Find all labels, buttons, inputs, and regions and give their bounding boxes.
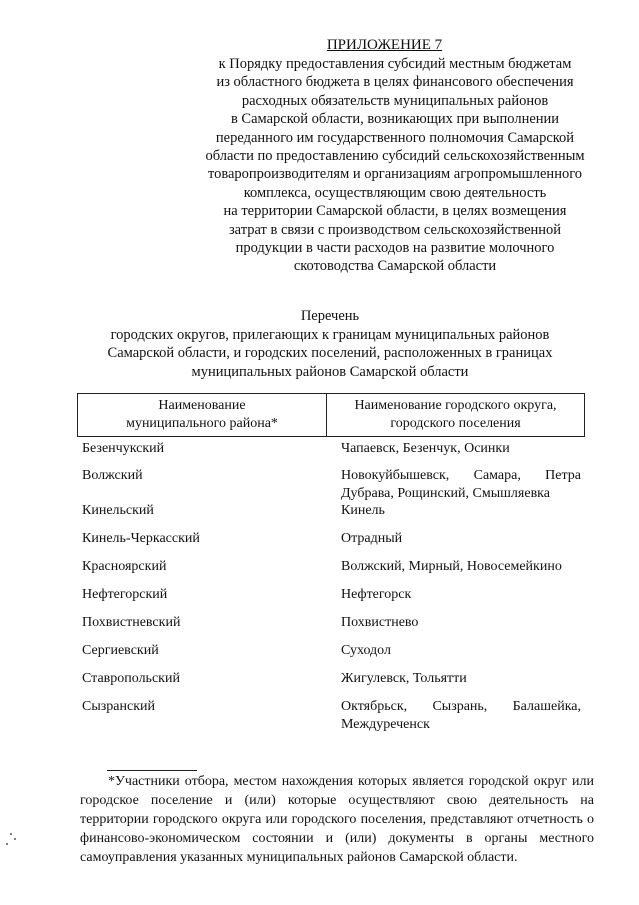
list-heading-line: городских округов, прилегающих к границам муниципальных районов <box>110 326 550 343</box>
cities-list: Волжский, Мирный, Новосемейкино <box>341 559 562 574</box>
cities-list: Отрадный <box>341 531 403 546</box>
cities-list: Чапаевск, Безенчук, Осинки <box>341 441 510 456</box>
header-cities-column <box>327 394 584 436</box>
header-district-column <box>78 394 327 436</box>
appendix-line: расходных обязательств муниципальных районов <box>241 92 549 109</box>
cities-list: Похвистнево <box>341 615 419 630</box>
district-name: Безенчукский <box>82 441 165 456</box>
district-name: Кинель-Черкасский <box>82 531 200 546</box>
appendix-title: ПРИЛОЖЕНИЕ 7 <box>326 37 443 53</box>
list-heading <box>60 307 600 381</box>
district-name: Похвистневский <box>82 615 181 630</box>
district-name: Нефтегорский <box>82 587 168 602</box>
appendix-subtitle <box>180 55 610 276</box>
appendix-line: затрат в связи с производством сельскохозяйственной <box>228 221 562 238</box>
appendix-line: в Самарской области, возникающих при выполнении <box>230 111 560 128</box>
cities-list: Новокуйбышевск, Самара, Петра Дубрава, Рощинский, Смышляевка <box>341 468 581 501</box>
header-cities-line: Наименование городского округа, <box>354 398 557 413</box>
appendix-line: комплекса, осуществляющим свою деятельность <box>243 184 547 201</box>
district-name: Сызранский <box>82 699 155 714</box>
cities-list: Нефтегорск <box>341 587 412 602</box>
district-name: Красноярский <box>82 559 167 574</box>
list-heading-line: Самарской области, и городских поселений, расположенных в границах <box>107 345 553 361</box>
scan-speck <box>14 838 16 840</box>
cities-list: Жигулевск, Тольятти <box>341 671 467 686</box>
cities-list: Суходол <box>341 643 391 658</box>
appendix-line: переданного им государственного полномочия Самарской <box>215 129 575 146</box>
footnote-separator <box>107 770 197 771</box>
appendix-line: из областного бюджета в целях финансового обеспечения <box>216 74 574 91</box>
appendix-line: области по предоставлению субсидий сельскохозяйственным <box>205 148 585 165</box>
appendix-line: продукции в части расходов на развитие молочного <box>235 240 555 257</box>
list-heading-line: муниципальных районов Самарской области <box>191 363 469 380</box>
appendix-line: на территории Самарской области, в целях возмещения <box>223 203 567 220</box>
header-district-line: муниципального района* <box>126 416 278 431</box>
cities-list: Кинель <box>341 503 385 518</box>
district-name: Сергиевский <box>82 643 159 658</box>
district-name: Кинельский <box>82 503 154 518</box>
list-heading-title: Перечень <box>300 308 360 324</box>
scan-speck <box>10 833 12 835</box>
appendix-line: скотоводства Самарской области <box>293 258 497 275</box>
scan-speck <box>6 843 8 845</box>
table-header <box>77 393 585 437</box>
appendix-line: к Порядку предоставления субсидий местным бюджетам <box>218 56 572 72</box>
appendix-line: товаропроизводителям и организациям агропромышленного <box>207 166 583 183</box>
district-name: Ставропольский <box>82 671 180 686</box>
header-cities-line: городского поселения <box>390 416 521 431</box>
footnote: *Участники отбора, местом нахождения которых является городской округ или городское поселение и (или) которые осуществляют свою деятельность на территории городского округа или городского поселения, представляют отчетность о финансово-экономическом состоянии и (или) документы в органы местного самоуправления указанных муниципальных районов Самарской области. <box>80 774 594 865</box>
header-district-line: Наименование <box>158 398 246 413</box>
cities-list: Октябрьск, Сызрань, Балашейка, Междуреченск <box>341 699 581 732</box>
district-name: Волжский <box>82 468 143 483</box>
